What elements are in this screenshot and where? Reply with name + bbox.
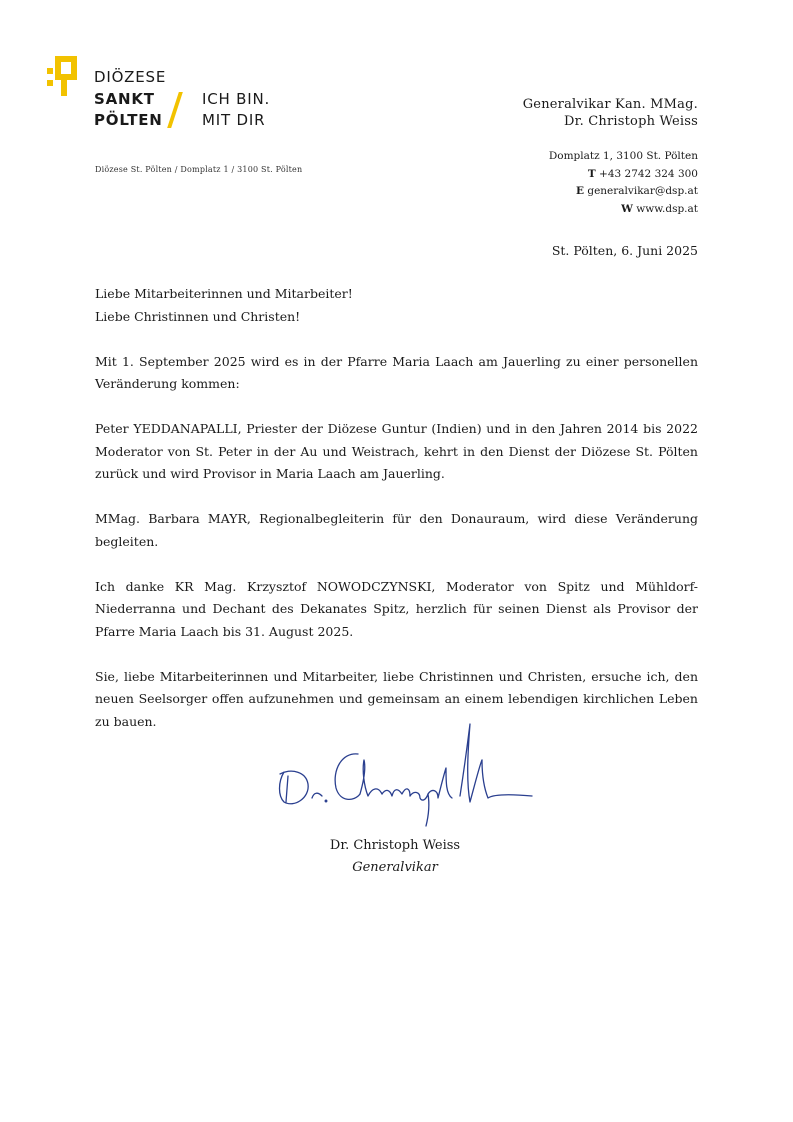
sender-title-line2: Dr. Christoph Weiss (563, 114, 698, 129)
contact-phone-row (549, 166, 698, 184)
letter-body (95, 283, 698, 733)
greeting (95, 283, 698, 328)
paragraph-5: Sie, liebe Mitarbeiterinnen und Mitarbeiter, liebe Christinnen und Christen, ersuche ich, den neuen Seelsorger offen aufzunehmen und gemeinsam an einem lebendigen kirchlichen Leben zu bauen. (95, 668, 698, 729)
contact-email-label: E (576, 185, 585, 197)
contact-email[interactable]: generalvikar@dsp.at (587, 185, 698, 197)
paragraph-3: MMag. Barbara MAYR, Regionalbegleiterin für den Donauraum, wird diese Veränderung begleiten. (95, 511, 698, 549)
contact-web-label: W (621, 202, 633, 215)
greeting-line1: Liebe Mitarbeiterinnen und Mitarbeiter! (95, 286, 353, 301)
handwritten-signature (270, 710, 540, 830)
greeting-line2: Liebe Christinnen und Christen! (95, 308, 301, 324)
contact-web-row (549, 201, 698, 219)
signature-name: Dr. Christoph Weiss (329, 838, 461, 853)
logo-line-dioezese: DIÖZESE (94, 68, 167, 86)
logo-slash (167, 92, 183, 128)
contact-block (549, 148, 698, 218)
contact-address: Domplatz 1, 3100 St. Pölten (548, 150, 698, 162)
contact-phone-label: T (587, 167, 596, 180)
logo-tagline-mit-dir: MIT DIR (202, 111, 266, 129)
signature-role: Generalvikar (352, 860, 438, 875)
paragraph-2: Peter YEDDANAPALLI, Priester der Diözese Guntur (Indien) und in den Jahren 2014 bis 2022 Moderator von St. Peter in der Au und Weistrach, kehrt in den Dienst der Diözese St. Pölten zurück und wird Provisor in Maria Laach am Jauerling. (95, 421, 698, 481)
diocese-logo-mark-icon (47, 56, 83, 96)
date-line: St. Pölten, 6. Juni 2025 (551, 243, 698, 258)
diocese-logo (47, 52, 307, 132)
return-address: Diözese St. Pölten / Domplatz 1 / 3100 St. Pölten (95, 165, 303, 174)
logo-line-poelten: PÖLTEN (94, 111, 163, 129)
sender-title (523, 96, 698, 130)
paragraph-1: Mit 1. September 2025 wird es in der Pfarre Maria Laach am Jauerling zu einer personellen Veränderung kommen: (95, 353, 698, 391)
logo-line-sankt: SANKT (94, 90, 155, 108)
contact-web[interactable]: www.dsp.at (636, 202, 698, 215)
contact-email-row (549, 183, 698, 201)
sender-title-line1: Generalvikar Kan. MMag. (522, 97, 698, 112)
logo-tagline-ich-bin: ICH BIN. (202, 90, 271, 108)
paragraph-4: Ich danke KR Mag. Krzysztof NOWODCZYNSKI, Moderator von Spitz und Mühldorf-Niederranna und Dechant des Dekanates Spitz, herzlich für seinen Dienst als Provisor der Pfarre Maria Laach bis 31. August 2025. (95, 578, 698, 639)
contact-phone: +43 2742 324 300 (599, 167, 698, 180)
